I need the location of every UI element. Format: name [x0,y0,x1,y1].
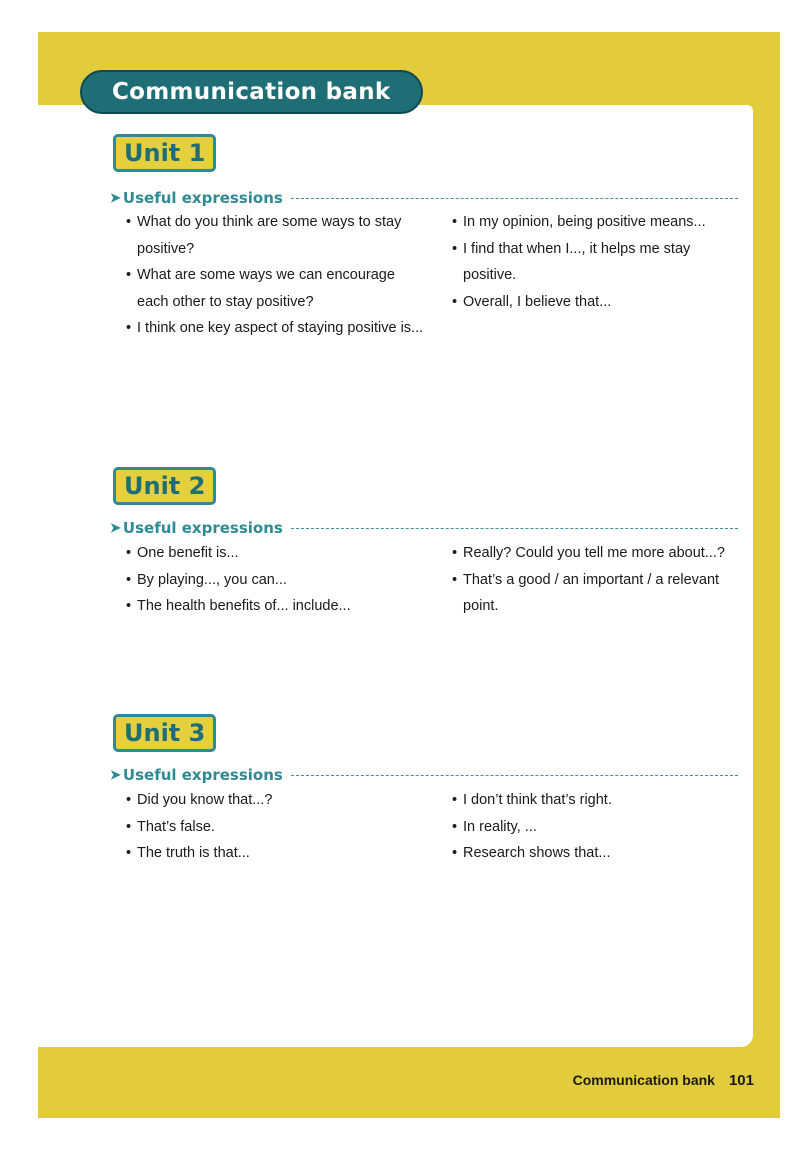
list-item: • That’s a good / an important / a relevant point. [452,567,742,620]
list-item: • Really? Could you tell me more about...? [452,540,742,567]
unit-3-label [113,714,216,752]
list-item: • By playing..., you can... [126,567,426,594]
dotted-divider [291,528,738,529]
list-item: • In reality, ... [452,814,722,841]
title-banner [80,70,423,114]
arrow-icon: ➤ [110,190,121,205]
list-item: • I think one key aspect of staying positive is... [126,315,426,342]
arrow-icon: ➤ [110,767,121,782]
unit-2-right-list [452,540,742,620]
unit-2-expressions-header [110,518,738,538]
unit-3-expressions-header [110,765,738,785]
unit-3-right-list [452,787,722,867]
list-item: • The truth is that... [126,840,426,867]
list-item: • I don’t think that’s right. [452,787,722,814]
footer-section-title: Communication bank [572,1072,715,1088]
list-item: • What are some ways we can encourage each other to stay positive? [126,262,426,315]
unit-2-left-list [126,540,426,620]
list-item: • One benefit is... [126,540,426,567]
dotted-divider [291,198,738,199]
list-item: • Overall, I believe that... [452,289,722,316]
list-item: • That’s false. [126,814,426,841]
list-item: • In my opinion, being positive means... [452,209,722,236]
list-item: • Research shows that... [452,840,722,867]
unit-2-label [113,467,216,505]
expressions-title: Useful expressions [122,766,283,784]
unit-1-label [113,134,216,172]
list-item: • The health benefits of... include... [126,593,426,620]
list-item: • What do you think are some ways to stay positive? [126,209,426,262]
arrow-icon: ➤ [110,520,121,535]
unit-3-left-list [126,787,426,867]
page-number: 101 [728,1072,754,1089]
page-title: Communication bank [112,79,391,105]
expressions-title: Useful expressions [122,519,283,537]
unit-1-left-list [126,209,426,342]
unit-3-title: Unit 3 [124,719,206,747]
dotted-divider [291,775,738,776]
list-item: • Did you know that...? [126,787,426,814]
list-item: • I find that when I..., it helps me stay positive. [452,236,722,289]
unit-1-title: Unit 1 [124,139,206,167]
expressions-title: Useful expressions [122,189,283,207]
unit-2-title: Unit 2 [124,472,206,500]
unit-1-expressions-header [110,188,738,208]
page-footer [573,1072,754,1089]
unit-1-right-list [452,209,722,315]
